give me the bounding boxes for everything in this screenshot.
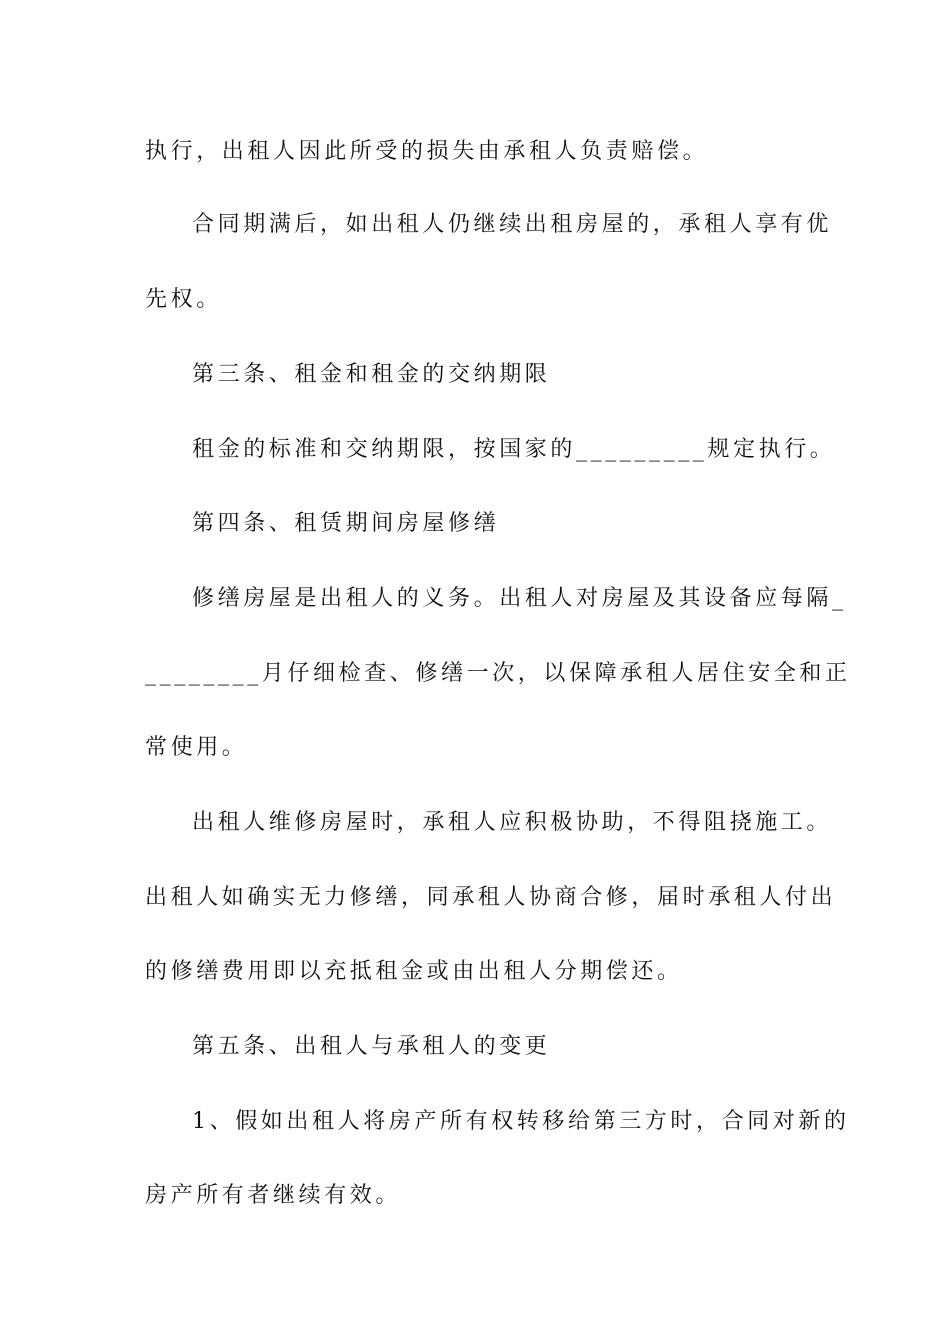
paragraph-line: 合同期满后，如出租人仍继续出租房屋的，承租人享有优 bbox=[192, 212, 833, 237]
paragraph-line: 先权。 bbox=[145, 287, 222, 312]
paragraph-line: ________月仔细检查、修缮一次，以保障承租人居住安全和正 bbox=[145, 661, 851, 686]
paragraph-line: 出租人维修房屋时，承租人应积极协助，不得阻挠施工。 bbox=[192, 810, 833, 835]
paragraph-line: 出租人如确实无力修缮，同承租人协商合修，届时承租人付出 bbox=[145, 885, 837, 910]
paragraph-line: 的修缮费用即以充抵租金或由出租人分期偿还。 bbox=[145, 959, 683, 984]
paragraph-line: 房产所有者继续有效。 bbox=[145, 1183, 402, 1208]
paragraph-line: 常使用。 bbox=[145, 735, 248, 760]
paragraph-line: 修缮房屋是出租人的义务。出租人对房屋及其设备应每隔_ bbox=[192, 586, 847, 611]
section-heading: 第五条、出租人与承租人的变更 bbox=[192, 1034, 551, 1059]
paragraph-line: 1、假如出租人将房产所有权转移给第三方时，合同对新的 bbox=[192, 1109, 850, 1134]
section-heading: 第四条、租赁期间房屋修缮 bbox=[192, 511, 500, 536]
paragraph-line: 租金的标准和交纳期限，按国家的_________规定执行。 bbox=[192, 437, 836, 462]
section-heading: 第三条、租金和租金的交纳期限 bbox=[192, 362, 551, 387]
paragraph-line: 执行，出租人因此所受的损失由承租人负责赔偿。 bbox=[145, 139, 709, 164]
